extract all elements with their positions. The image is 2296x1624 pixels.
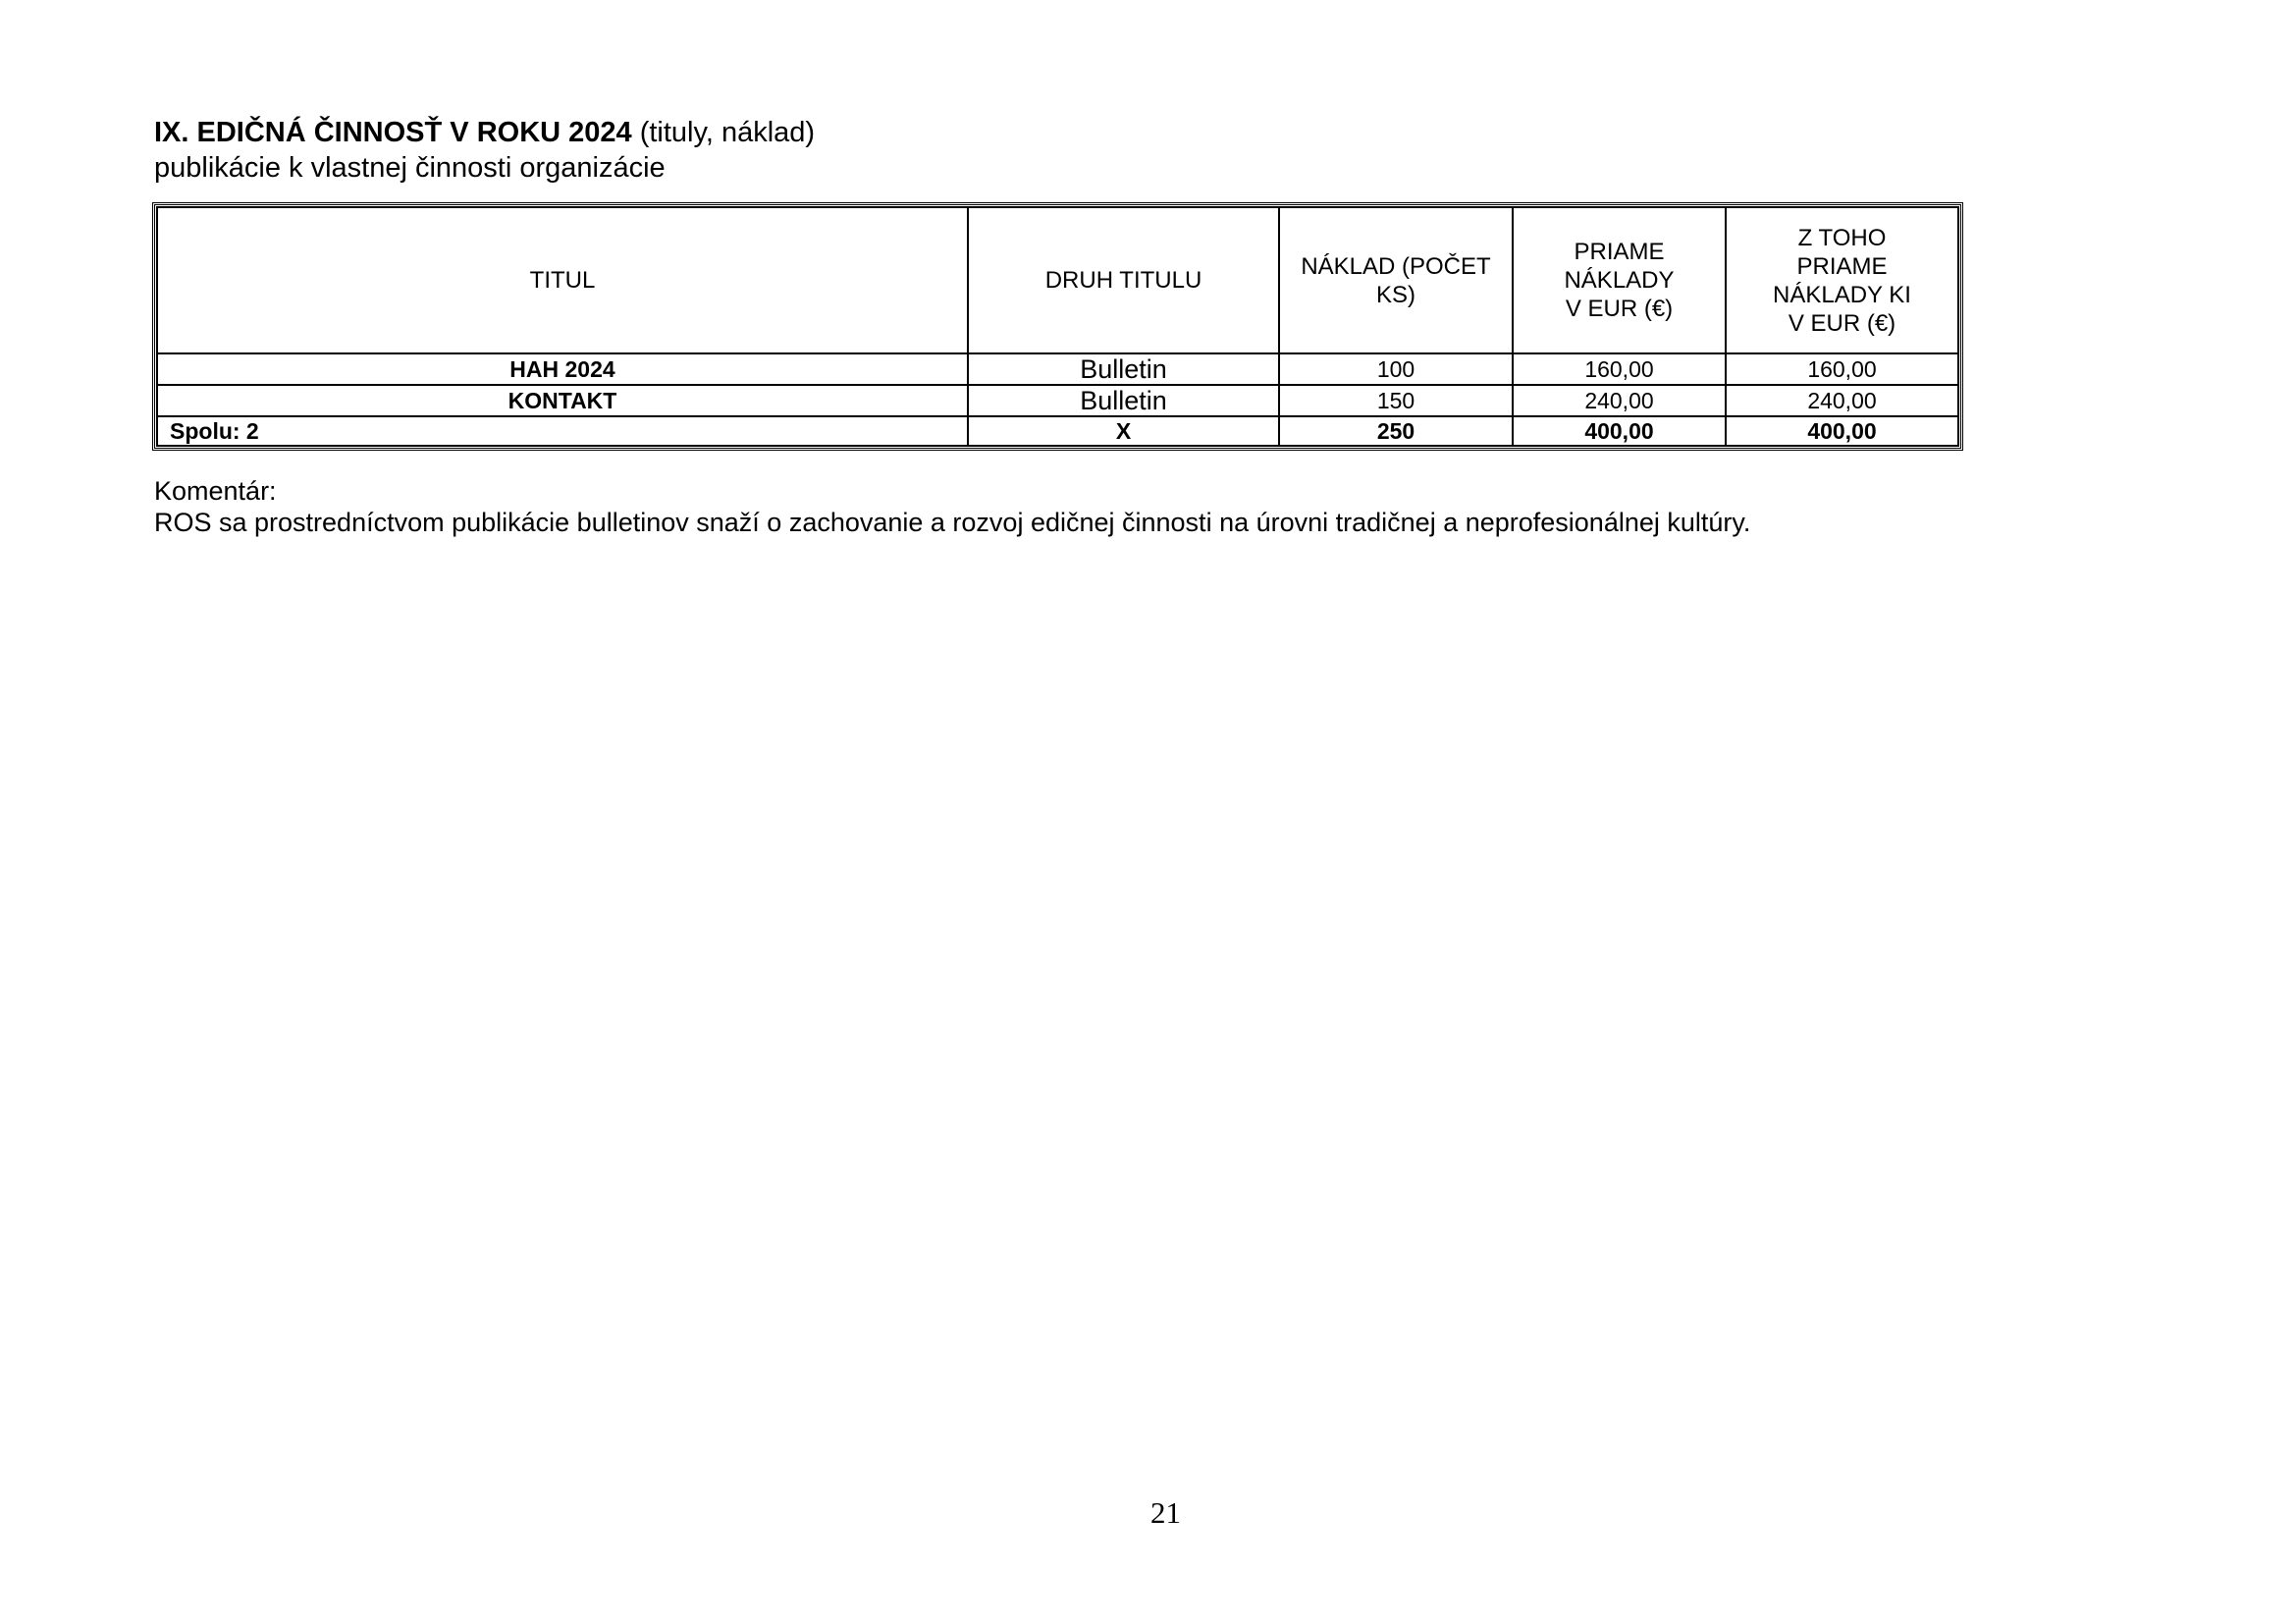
total-naklad: 250 bbox=[1279, 416, 1513, 446]
cell-z-toho: 240,00 bbox=[1726, 385, 1958, 416]
cell-priame: 240,00 bbox=[1513, 385, 1726, 416]
comment-label: Komentár: bbox=[154, 476, 277, 506]
cell-priame: 160,00 bbox=[1513, 353, 1726, 385]
table-total-row bbox=[157, 416, 1958, 446]
publications-table bbox=[156, 206, 1959, 447]
section-heading bbox=[154, 116, 815, 149]
table-row bbox=[157, 385, 1958, 416]
total-druh: X bbox=[968, 416, 1279, 446]
cell-z-toho: 160,00 bbox=[1726, 353, 1958, 385]
table-header-row bbox=[157, 207, 1958, 353]
header-priame-naklady: PRIAME NÁKLADY V EUR (€) bbox=[1513, 207, 1726, 353]
cell-titul: HAH 2024 bbox=[157, 353, 968, 385]
total-label: Spolu: 2 bbox=[157, 416, 968, 446]
section-heading-note: (tituly, náklad) bbox=[631, 117, 816, 148]
cell-naklad: 150 bbox=[1279, 385, 1513, 416]
cell-titul: KONTAKT bbox=[157, 385, 968, 416]
total-priame: 400,00 bbox=[1513, 416, 1726, 446]
header-titul: TITUL bbox=[157, 207, 968, 353]
header-naklad: NÁKLAD (POČET KS) bbox=[1279, 207, 1513, 353]
section-subheading: publikácie k vlastnej činnosti organizácie bbox=[154, 152, 666, 184]
header-druh-titulu: DRUH TITULU bbox=[968, 207, 1279, 353]
cell-druh: Bulletin bbox=[968, 385, 1279, 416]
header-z-toho-priame-naklady-ki: Z TOHO PRIAME NÁKLADY KI V EUR (€) bbox=[1726, 207, 1958, 353]
section-heading-bold: IX. EDIČNÁ ČINNOSŤ V ROKU 2024 bbox=[154, 117, 632, 148]
page-number: 21 bbox=[1150, 1495, 1181, 1530]
table-row bbox=[157, 353, 1958, 385]
cell-naklad: 100 bbox=[1279, 353, 1513, 385]
publications-table-frame bbox=[152, 202, 1963, 451]
cell-druh: Bulletin bbox=[968, 353, 1279, 385]
total-z-toho: 400,00 bbox=[1726, 416, 1958, 446]
comment-text: ROS sa prostredníctvom publikácie bulletinov snaží o zachovanie a rozvoj edičnej činnosti na úrovni tradičnej a neprofesionálnej kultúry. bbox=[154, 508, 1751, 537]
